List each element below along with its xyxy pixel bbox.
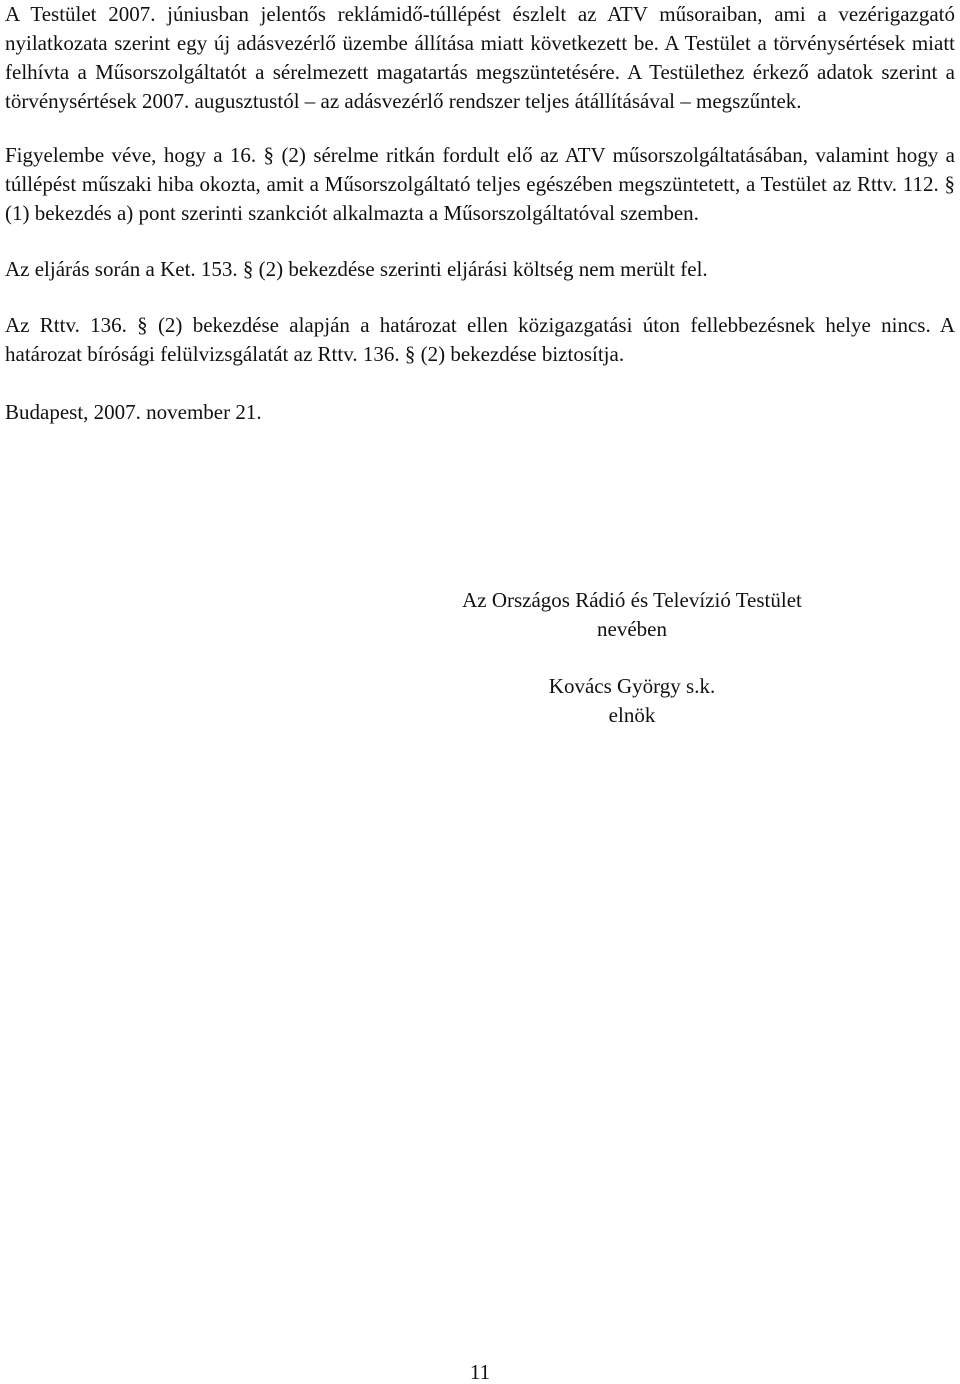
paragraph-procedure-cost: Az eljárás során a Ket. 153. § (2) bekezdése szerinti eljárási költség nem merült fel.: [5, 257, 708, 281]
page-number: 11: [469, 1360, 491, 1384]
signature-body-name: Az Országos Rádió és Televízió Testület: [462, 588, 802, 612]
signature-on-behalf: nevében: [597, 617, 667, 641]
document-body: [5, 0, 955, 427]
paragraph-violation-summary: A Testület 2007. júniusban jelentős reklámidő-túllépést észlelt az ATV műsoraiban, ami a vezérigazgató nyilatkozata szerint egy új adásvezérlő üzembe állítása miatt következett be. A Testület a törvénysértések miatt felhívta a Műsorszolgáltatót a sérelmezett magatartás megszüntetésére. A Testülethez érkező adatok szerint a törvénysértések 2007. augusztustól – az adásvezérlő rendszer teljes átállításával – megszűntek.: [5, 2, 955, 113]
signature-block: [432, 586, 832, 730]
signature-spacer: [432, 644, 832, 672]
paragraph-place-date: Budapest, 2007. november 21.: [5, 400, 262, 424]
paragraph-sanction-reasoning: Figyelembe véve, hogy a 16. § (2) sérelme ritkán fordult elő az ATV műsorszolgáltatásában, valamint hogy a túllépést műszaki hiba okozta, amit a Műsorszolgáltató teljes egészében megszüntetett, a Testület az Rttv. 112. § (1) bekezdés a) pont szerinti szankciót alkalmazta a Műsorszolgáltatóval szemben.: [5, 143, 955, 225]
signatory-name: Kovács György s.k.: [548, 674, 716, 698]
signatory-title: elnök: [608, 703, 656, 727]
paragraph-appeal-info: Az Rttv. 136. § (2) bekezdése alapján a határozat ellen közigazgatási úton fellebbezésnek helye nincs. A határozat bírósági felülvizsgálatát az Rttv. 136. § (2) bekezdése biztosítja.: [5, 313, 955, 366]
